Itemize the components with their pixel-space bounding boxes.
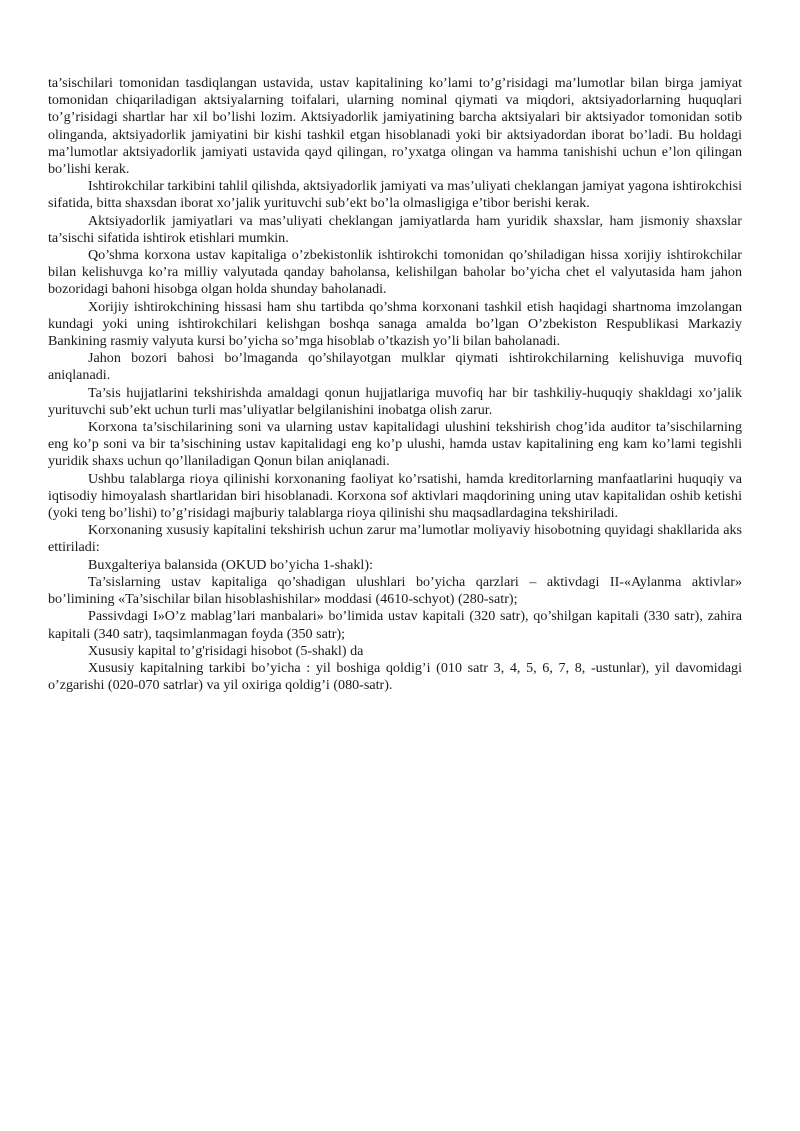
- paragraph: Xususiy kapitalning tarkibi bo’yicha : yil boshiga qoldig’i (010 satr 3, 4, 5, 6, 7, 8, -ustunlar), yil davomidagi o’zgarishi (020-070 satrlar) va yil oxiriga qoldig’i (080-satr).: [48, 659, 742, 694]
- paragraph: Xorijiy ishtirokchining hissasi ham shu tartibda qo’shma korxonani tashkil etish haqidagi shartnoma imzolangan kundagi yoki uning ishtirokchilari kelishgan boshqa sanaga amalda bo’lgan O’zbekiston Respublikasi Markaziy Bankining rasmiy valyuta kursi bo’yicha so’mga hisoblab o’tkazish yo’li bilan baholanadi.: [48, 298, 742, 350]
- paragraph: Ishtirokchilar tarkibini tahlil qilishda, aktsiyadorlik jamiyati va mas’uliyati cheklangan jamiyat yagona ishtirokchisi sifatida, bitta shaxsdan iborat xo’jalik yurituvchi sub’ekt bo’la olmasligiga e’tibor berishi kerak.: [48, 178, 742, 212]
- paragraph: Aktsiyadorlik jamiyatlari va mas’uliyati cheklangan jamiyatlarda ham yuridik shaxslar, ham jismoniy shaxslar ta’sischi sifatida ishtirok etishlari mumkin.: [48, 212, 742, 246]
- paragraph: Buxgalteriya balansida (OKUD bo’yicha 1-shakl):: [88, 556, 373, 573]
- paragraph: Xususiy kapital to’g'risidagi hisobot (5-shakl) da: [88, 642, 364, 659]
- paragraph: Passivdagi I»O’z mablag’lari manbalari» bo’limida ustav kapitali (320 satr), qo’shilgan kapitali (330 satr), zahira kapitali (340 satr), taqsimlanmagan foyda (350 satr);: [48, 608, 742, 642]
- document-page: [48, 75, 742, 694]
- paragraph: Ta’sis hujjatlarini tekshirishda amaldagi qonun hujjatlariga muvofiq har bir tashkiliy-huquqiy shakldagi xo’jalik yurituvchi sub’ekt uchun turli mas’uliyatlar belgilanishini inobatga olish zarur.: [48, 384, 742, 418]
- paragraph: Jahon bozori bahosi bo’lmaganda qo’shilayotgan mulklar qiymati ishtirokchilarning kelishuviga muvofiq aniqlanadi.: [48, 350, 742, 384]
- paragraph: ta’sischilari tomonidan tasdiqlangan ustavida, ustav kapitalining ko’lami to’g’risidagi ma’lumotlar bilan birga jamiyat tomonidan chiqariladigan aktsiyalarning toifalari, ularning nominal qiymati va miqdori, aktsiyadorlarning huquqlari to’g’risidagi shartlar har xil bo’lishi lozim. Aktsiyadorlik jamiyatining barcha aktsiyalari bir aktsiyador tomonidan sotib olinganda, aktsiyadorlik jamiyatini bir kishi tashkil etgan hisoblanadi yoki bir aktsiyadordan iborat bo’ladi. Bu holdagi ma’lumotlar aktsiyadorlik jamiyati ustavida qayd qilingan, ro’yxatga olingan va hamma tanishishi uchun e’lon qilingan bo’lishi kerak.: [48, 75, 742, 178]
- paragraph: Qo’shma korxona ustav kapitaliga o’zbekistonlik ishtirokchi tomonidan qo’shiladigan hissa xorijiy ishtirokchilar bilan kelishuvga ko’ra milliy valyutada qanday baholansa, kelishilgan baholar bo’yicha chet el valyutasida ham jahon bozoridagi bahoni hisobga olgan holda shunday baholanadi.: [48, 247, 742, 298]
- paragraph: Ushbu talablarga rioya qilinishi korxonaning faoliyat ko’rsatishi, hamda kreditorlarning manfaatlarini huquqiy va iqtisodiy himoyalash shartlaridan biri hisoblanadi. Korxona sof aktivlari maqdorining uning utav kapitalidan oshib ketishi (yoki teng bo’lishi) to’g’risidagi majburiy talablarga rioya qilinishi shu maqsadlardagina tekshiriladi.: [48, 470, 742, 522]
- paragraph: Korxonaning xususiy kapitalini tekshirish uchun zarur ma’lumotlar moliyaviy hisobotning quyidagi shakllarida aks ettiriladi:: [48, 522, 742, 556]
- paragraph: Ta’sislarning ustav kapitaliga qo’shadigan ulushlari bo’yicha qarzlari – aktivdagi II-«Aylanma aktivlar» bo’limining «Ta’sischilar bilan hisoblashishilar» moddasi (4610-schyot) (280-satr);: [48, 573, 742, 608]
- paragraph: Korxona ta’sischilarining soni va ularning ustav kapitalidagi ulushini tekshirish chog’ida auditor ta’sischilarning eng ko’p soni va bir ta’sischining ustav kapitalidagi eng ko’p ulushi, hamda ustav kapitalining eng kam ko’lami tegishli yuridik shaxs uchun qo’llaniladigan Qonun bilan aniqlanadi.: [48, 419, 742, 470]
